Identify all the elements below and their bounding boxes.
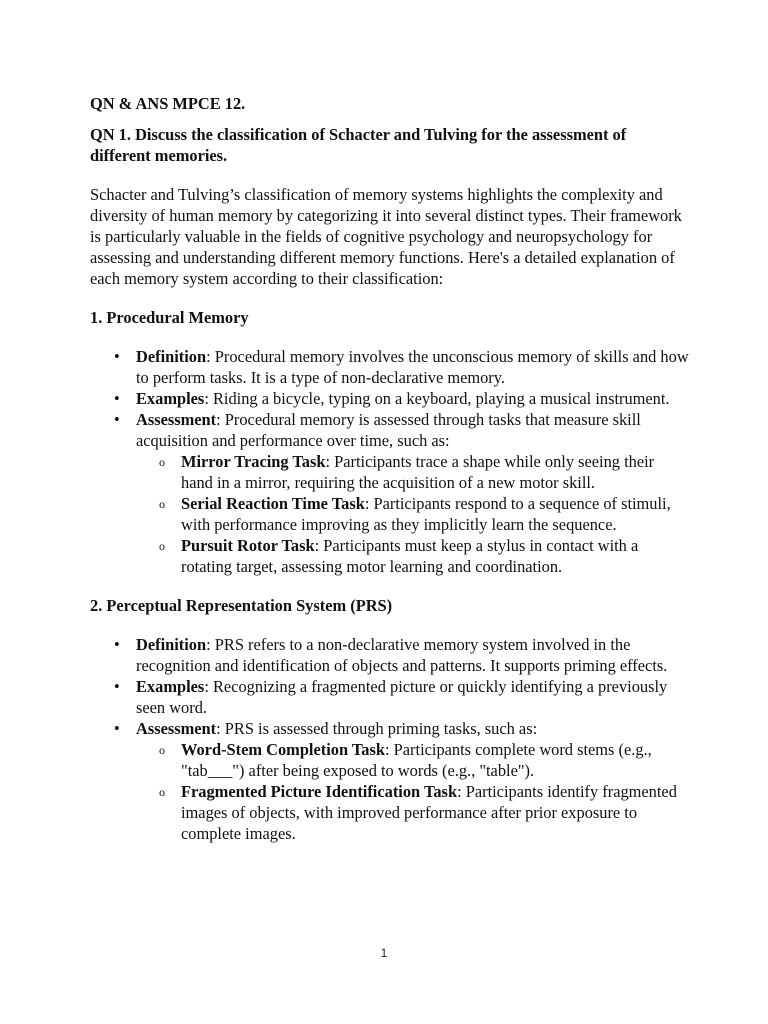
sub-list-item xyxy=(136,535,690,577)
subitem-label: Fragmented Picture Identification Task xyxy=(181,782,458,801)
intro-paragraph: Schacter and Tulving’s classification of memory systems highlights the complexity and diversity of human memory by categorizing it into several distinct types. Their framework is particularly valuable in the fields of cognitive psychology and neuropsychology for assessing and understanding different memory functions. Here's a detailed explanation of each memory system according to their classification: xyxy=(90,185,682,288)
sub-list xyxy=(136,451,690,577)
item-text: : PRS refers to a non-declarative memory system involved in the recognition and identification of objects and patterns. It supports priming effects. xyxy=(136,635,668,675)
subitem-text: : Participants respond to a sequence of stimuli, with performance improving as they implicitly learn the sequence. xyxy=(181,494,671,534)
subitem-label: Mirror Tracing Task xyxy=(181,452,326,471)
procedural-list xyxy=(90,346,690,577)
list-item xyxy=(90,718,690,844)
list-item xyxy=(90,409,690,577)
subitem-label: Pursuit Rotor Task xyxy=(181,536,315,555)
subitem-text: : Participants identify fragmented images of objects, with improved performance after prior exposure to complete images. xyxy=(181,782,677,843)
section-heading-prs: 2. Perceptual Representation System (PRS) xyxy=(90,596,393,615)
item-text: : PRS is assessed through priming tasks, such as: xyxy=(216,719,538,738)
question-heading: QN 1. Discuss the classification of Schacter and Tulving for the assessment of different memories. xyxy=(90,125,627,165)
item-text: : Riding a bicycle, typing on a keyboard, playing a musical instrument. xyxy=(204,389,670,408)
document-page xyxy=(90,93,690,862)
item-text: : Procedural memory involves the unconscious memory of skills and how to perform tasks. It is a type of non-declarative memory. xyxy=(136,347,689,387)
sub-list-item xyxy=(136,739,690,781)
list-item xyxy=(90,676,690,718)
list-item xyxy=(90,346,690,388)
item-text: : Procedural memory is assessed through tasks that measure skill acquisition and performance over time, such as: xyxy=(136,410,641,450)
section-heading-procedural: 1. Procedural Memory xyxy=(90,308,249,327)
item-label: Definition xyxy=(136,635,207,654)
sub-list xyxy=(136,739,690,844)
page-number: 1 xyxy=(380,946,388,960)
sub-list-item xyxy=(136,493,690,535)
item-label: Definition xyxy=(136,347,207,366)
item-label: Assessment xyxy=(136,410,217,429)
document-title: QN & ANS MPCE 12. xyxy=(90,94,246,113)
sub-list-item xyxy=(136,451,690,493)
item-label: Assessment xyxy=(136,719,217,738)
list-item xyxy=(90,388,690,409)
item-text: : Recognizing a fragmented picture or quickly identifying a previously seen word. xyxy=(136,677,668,717)
subitem-text: : Participants must keep a stylus in contact with a rotating target, assessing motor learning and coordination. xyxy=(181,536,639,576)
list-item xyxy=(90,634,690,676)
item-label: Examples xyxy=(136,389,205,408)
sub-list-item xyxy=(136,781,690,844)
subitem-label: Serial Reaction Time Task xyxy=(181,494,365,513)
prs-list xyxy=(90,634,690,844)
subitem-text: : Participants trace a shape while only seeing their hand in a mirror, requiring the acquisition of a new motor skill. xyxy=(181,452,655,492)
subitem-text: : Participants complete word stems (e.g., "tab___") after being exposed to words (e.g., "table"). xyxy=(181,740,652,780)
item-label: Examples xyxy=(136,677,205,696)
subitem-label: Word-Stem Completion Task xyxy=(181,740,386,759)
